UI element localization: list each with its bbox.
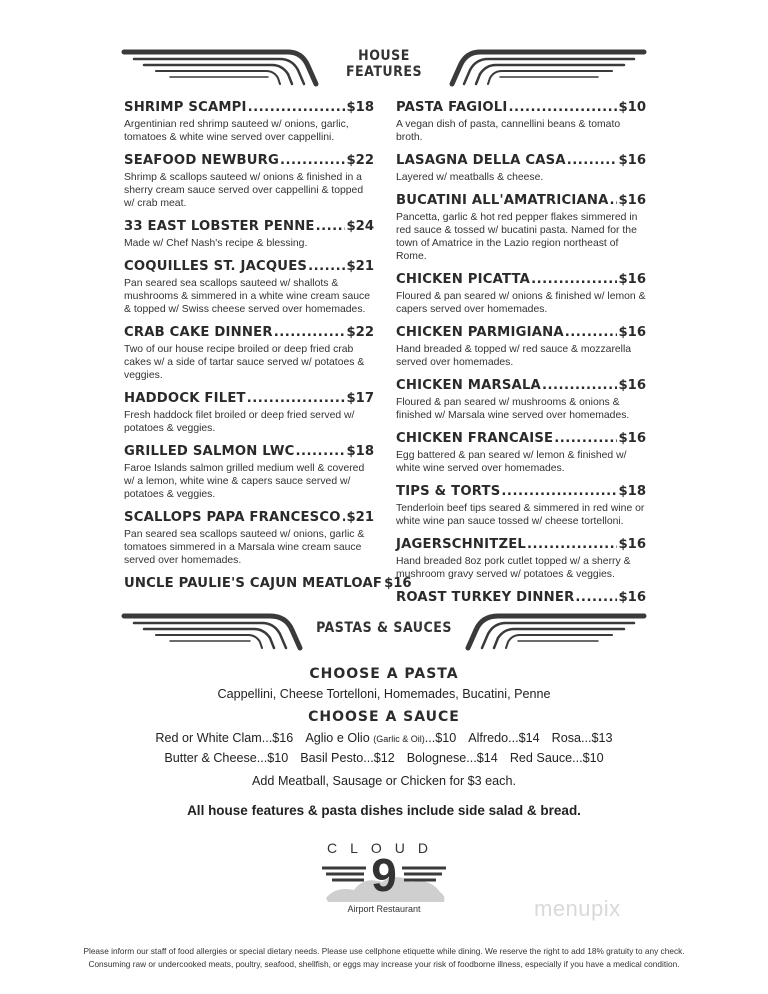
dot-leader <box>280 153 345 169</box>
sauce-item: Aglio e Olio (Garlic & Oil)...$10 <box>305 731 457 745</box>
sauce-row-1 <box>0 731 768 745</box>
menu-item <box>396 590 646 606</box>
menu-item <box>124 510 374 567</box>
menu-item-header <box>396 378 646 394</box>
menu-item-description: A vegan dish of pasta, cannellini beans & tomato broth. <box>396 119 621 143</box>
menu-item-price: $16 <box>618 153 646 168</box>
side-salad-note: All house features & pasta dishes include side salad & bread. <box>187 803 581 818</box>
menu-item-description: Argentinian red shrimp sauteed w/ onions, garlic, tomatoes & white wine served over cappellini. <box>124 119 349 143</box>
menu-item-name: TIPS & TORTS <box>396 484 501 499</box>
menu-item-price: $16 <box>384 576 412 591</box>
menu-item-name: CHICKEN MARSALA <box>396 378 541 393</box>
menu-item-description: Fresh haddock filet broiled or deep fried served w/ potatoes & veggies. <box>124 410 355 434</box>
menu-item-price: $22 <box>346 325 374 340</box>
menu-item-description: Faroe Islands salmon grilled medium well & covered w/ a lemon, white wine & capers sauce served w/ potatoes & veggies. <box>124 463 365 500</box>
menu-item <box>124 325 374 382</box>
house-features-title: HOUSE FEATURES <box>345 48 423 80</box>
sauce-item: Red or White Clam...$16 <box>155 731 294 745</box>
menu-item <box>396 100 646 144</box>
menu-item-price: $16 <box>618 193 646 208</box>
menu-item-name: HADDOCK FILET <box>124 391 246 406</box>
logo-subtitle: Airport Restaurant <box>347 904 421 914</box>
menu-item-name: CRAB CAKE DINNER <box>124 325 273 340</box>
menu-item-price: $18 <box>618 484 646 499</box>
menu-item <box>396 484 646 528</box>
dot-leader <box>610 193 618 209</box>
menu-item <box>396 378 646 422</box>
menu-item-description: Shrimp & scallops sauteed w/ onions & finished in a sherry cream sauce served over cappellini & topped w/ crab meat. <box>124 172 364 209</box>
menu-column-right <box>396 100 646 615</box>
menu-column-left <box>124 100 412 601</box>
dot-leader <box>575 590 617 606</box>
menu-item-header <box>124 576 412 592</box>
menu-item-name: JAGERSCHNITZEL <box>396 537 527 552</box>
dot-leader <box>274 325 346 341</box>
menu-item-price: $16 <box>618 325 646 340</box>
dot-leader <box>567 153 618 169</box>
dot-leader <box>248 100 346 116</box>
menu-item-name: CHICKEN PARMIGIANA <box>396 325 564 340</box>
menu-item-price: $16 <box>618 537 646 552</box>
menu-item-header <box>124 153 374 169</box>
menu-item-header <box>396 431 646 447</box>
logo-word: CLOUD <box>326 840 441 856</box>
menu-item-header <box>396 484 646 500</box>
dot-leader <box>565 325 618 341</box>
menu-item <box>124 391 374 435</box>
menu-item-name: COQUILLES ST. JACQUES <box>124 259 308 274</box>
addon-note: Add Meatball, Sausage or Chicken for $3 each. <box>252 774 516 788</box>
menu-item <box>124 259 374 316</box>
menu-item <box>396 153 646 184</box>
menu-item-name: BUCATINI ALL'AMATRICIANA <box>396 193 609 208</box>
sauce-item: Basil Pesto...$12 <box>300 751 395 765</box>
sauce-item: Bolognese...$14 <box>406 751 498 765</box>
menu-item <box>396 537 646 581</box>
menu-item-price: $22 <box>346 153 374 168</box>
menu-item <box>124 100 374 144</box>
menu-item-description: Floured & pan seared w/ mushrooms & onions & finished w/ Marsala wine served over homemades. <box>396 397 630 421</box>
dot-leader <box>296 444 346 460</box>
menu-item-name: CHICKEN PICATTA <box>396 272 531 287</box>
menu-item-name: SEAFOOD NEWBURG <box>124 153 280 168</box>
menu-item <box>124 219 374 250</box>
menu-item-price: $16 <box>618 431 646 446</box>
footer-line-2: Consuming raw or undercooked meats, poultry, seafood, shellfish, or eggs may increase your risk of foodborne illness, especially if you have a medical condition. <box>88 959 680 969</box>
menu-item-name: SHRIMP SCAMPI <box>124 100 247 115</box>
menu-item-price: $17 <box>346 391 374 406</box>
menu-item-price: $18 <box>346 100 374 115</box>
menu-item-description: Egg battered & pan seared w/ lemon & finished w/ white wine served over homemades. <box>396 450 627 474</box>
menu-item-price: $24 <box>346 219 374 234</box>
menu-item-description: Floured & pan seared w/ onions & finished w/ lemon & capers served over homemades. <box>396 291 646 315</box>
menu-item-price: $21 <box>346 259 374 274</box>
sauce-item: Alfredo...$14 <box>468 731 540 745</box>
dot-leader <box>527 537 617 553</box>
menu-item-name: ROAST TURKEY DINNER <box>396 590 575 605</box>
dot-leader <box>554 431 617 447</box>
menu-item <box>124 576 412 592</box>
menu-item-header <box>396 193 646 209</box>
menupix-watermark: menupix <box>534 896 621 921</box>
menu-item-header <box>124 219 374 235</box>
menu-item-name: PASTA FAGIOLI <box>396 100 508 115</box>
menu-item-header <box>396 100 646 116</box>
menu-item-description: Layered w/ meatballs & cheese. <box>396 172 544 183</box>
dot-leader <box>508 100 617 116</box>
menu-item-price: $21 <box>346 510 374 525</box>
menu-item-header <box>124 259 374 275</box>
menu-item-description: Hand breaded 8oz pork cutlet topped w/ a sherry & mushroom gravy served w/ potatoes & veggies. <box>396 556 631 580</box>
menu-item <box>396 272 646 316</box>
menu-item <box>124 444 374 501</box>
sauce-item: Rosa...$13 <box>551 731 613 745</box>
dot-leader <box>308 259 345 275</box>
menu-item-description: Hand breaded & topped w/ red sauce & mozzarella served over homemades. <box>396 344 632 368</box>
menu-item-description: Pan seared sea scallops sauteed w/ onions, garlic & tomatoes simmered in a Marsala wine cream sauce served over homemades. <box>124 529 365 566</box>
sauce-item: Butter & Cheese...$10 <box>164 751 289 765</box>
menu-item <box>124 153 374 210</box>
dot-leader <box>501 484 617 500</box>
dot-leader <box>531 272 617 288</box>
house-features-banner <box>120 44 648 88</box>
menu-item-price: $18 <box>346 444 374 459</box>
menu-item-price: $16 <box>618 378 646 393</box>
menu-item-price: $10 <box>618 100 646 115</box>
menu-item-header <box>124 444 374 460</box>
dot-leader <box>342 510 346 526</box>
menu-item-name: 33 EAST LOBSTER PENNE <box>124 219 315 234</box>
dot-leader <box>316 219 346 235</box>
menu-item-description: Two of our house recipe broiled or deep fried crab cakes w/ a side of tartar sauce served w/ potatoes & veggies. <box>124 344 365 381</box>
menu-item-name: UNCLE PAULIE'S CAJUN MEATLOAF <box>124 576 383 591</box>
dot-leader <box>542 378 618 394</box>
menu-item-price: $16 <box>618 272 646 287</box>
menu-item-name: CHICKEN FRANCAISE <box>396 431 554 446</box>
menu-item-description: Made w/ Chef Nash's recipe & blessing. <box>124 238 308 249</box>
menu-item-header <box>396 537 646 553</box>
menu-item-description: Tenderloin beef tips seared & simmered in red wine or white wine pan sauce tossed w/ cheese tortelloni. <box>396 503 645 527</box>
cloud9-logo <box>316 840 452 920</box>
menu-item-name: SCALLOPS PAPA FRANCESCO <box>124 510 341 525</box>
footer-line-1: Please inform our staff of food allergies or special dietary needs. Please use cellphone etiquette while dining. We reserve the right to add 18% gratuity to any check. <box>83 946 685 956</box>
choose-pasta-heading: CHOOSE A PASTA <box>309 666 459 682</box>
pastas-sauces-banner <box>120 608 648 652</box>
dot-leader <box>247 391 346 407</box>
menu-item-description: Pan seared sea scallops sauteed w/ shallots & mushrooms & simmered in a white wine cream sauce & topped w/ Swiss cheese served over homemades. <box>124 278 371 315</box>
menu-item-header <box>396 272 646 288</box>
logo-number: 9 <box>371 849 397 901</box>
menu-item-header <box>124 510 374 526</box>
menu-item-header <box>396 325 646 341</box>
menu-item <box>396 193 646 263</box>
sauce-item: Red Sauce...$10 <box>509 751 604 765</box>
menu-item-header <box>396 590 646 606</box>
pastas-sauces-title: PASTAS & SAUCES <box>316 620 452 636</box>
menu-item <box>396 325 646 369</box>
menu-item-header <box>124 325 374 341</box>
menu-item <box>396 431 646 475</box>
menu-item-price: $16 <box>618 590 646 605</box>
pasta-list: Cappellini, Cheese Tortelloni, Homemades, Bucatini, Penne <box>217 687 551 701</box>
menu-item-header <box>124 391 374 407</box>
menu-item-header <box>124 100 374 116</box>
menu-item-description: Pancetta, garlic & hot red pepper flakes simmered in red sauce & tossed w/ bucatini pasta. Named for the town of Amatrice in the Lazio region northeast of Rome. <box>396 212 638 262</box>
menu-item-name: LASAGNA DELLA CASA <box>396 153 566 168</box>
choose-sauce-heading: CHOOSE A SAUCE <box>308 709 460 725</box>
sauce-row-2 <box>0 751 768 765</box>
menu-item-header <box>396 153 646 169</box>
menu-item-name: GRILLED SALMON LWC <box>124 444 295 459</box>
